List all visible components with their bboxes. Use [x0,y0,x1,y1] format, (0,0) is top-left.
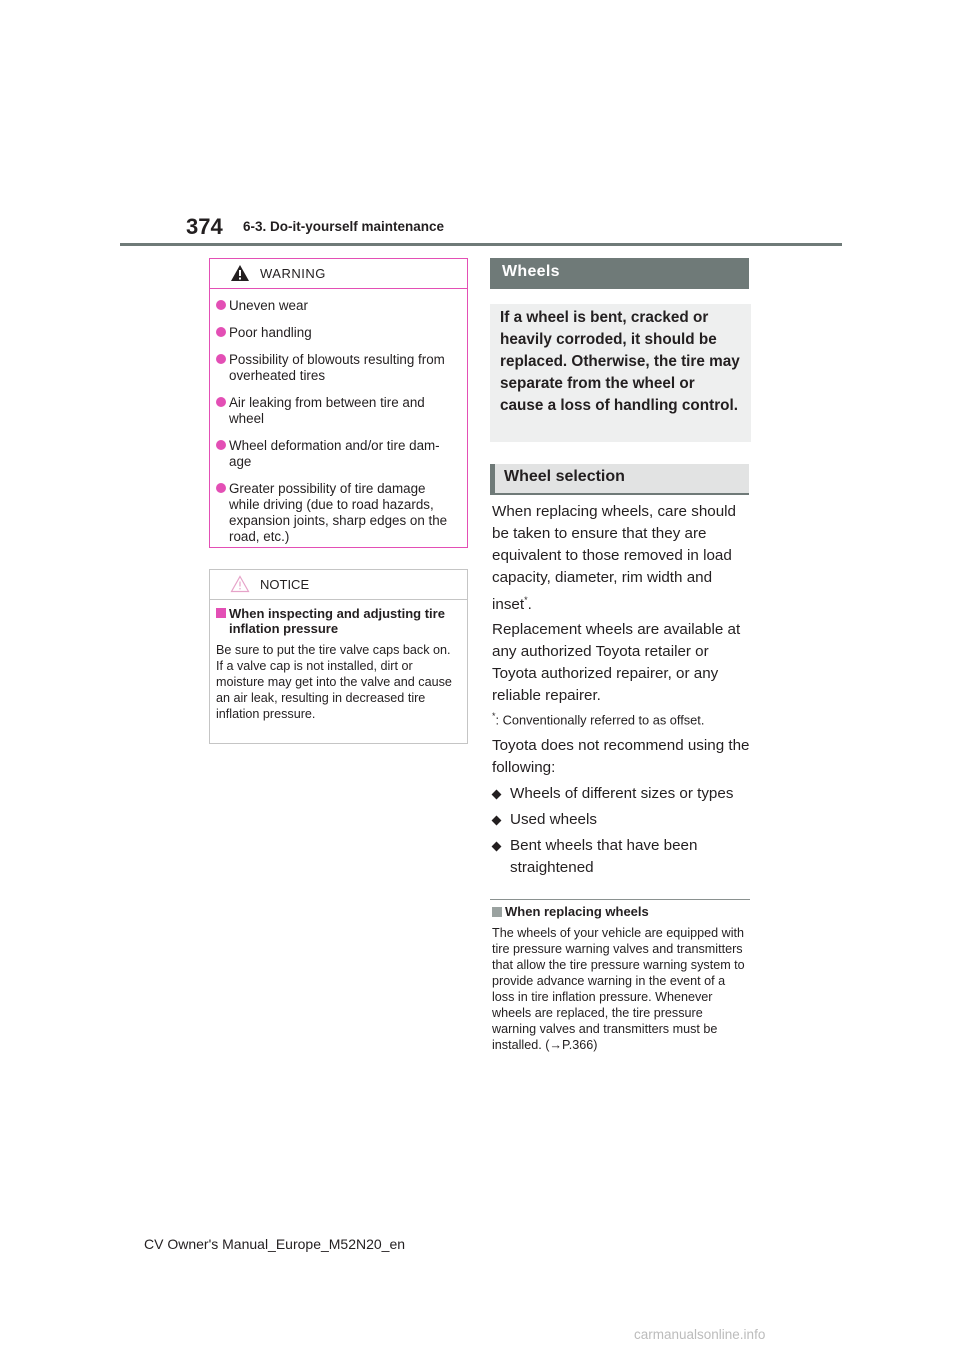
notice-title: NOTICE [260,577,310,592]
notice-header [210,570,467,600]
section-title: 6-3. Do-it-yourself maintenance [243,219,445,234]
watermark: carmanualsonline.info [634,1327,766,1342]
bullet-dot-icon [216,440,226,450]
replacing-text: The wheels of your vehicle are equipped with tire pressure warning valves and transmitters that allow the tire pressure warning system to provide advance warning in the event of a loss in tire inflation pressure. Whenever wheels are replaced, the tire pressure warning valves and transmitters must be installed. (→P.366) [492,926,745,1052]
wheels-heading: Wheels [490,258,749,289]
warning-item: Greater possibility of tire damage while driving (due to road hazards, expansion joints, sharp edges on the road, etc.) [216,481,459,545]
header-rule [120,243,842,246]
bullet-dot-icon [216,483,226,493]
warning-title: WARNING [260,266,326,281]
footnote: *: Conventionally referred to as offset. [492,711,705,728]
list-item: Bent wheels that have been straightened [492,835,754,879]
notice-text: Be sure to put the tire valve caps back on. If a valve cap is not installed, dirt or moisture may get into the valve and cause an air leak, resulting in decreased tire inflation pressure. [216,643,452,721]
warning-list [210,289,467,545]
selection-paragraph: When replacing wheels, care should be taken to ensure that they are equivalent to those removed in load capacity, diameter, rim width and inset*. [492,503,736,614]
notice-box [209,569,468,744]
recommendation-paragraph: Toyota does not recommend using the following: [492,737,750,776]
notice-triangle-icon [230,575,250,593]
warning-item: Wheel deformation and/or tire dam-age [216,438,459,470]
warning-box [209,258,468,548]
page-number: 374 [186,214,223,239]
avoid-list [492,783,754,883]
warning-item: Poor handling [216,325,459,341]
square-bullet-icon [492,907,502,917]
warning-header [210,259,467,289]
diamond-bullet-icon [492,790,502,800]
manual-footer: CV Owner's Manual_Europe_M52N20_en [144,1236,406,1252]
bullet-dot-icon [216,354,226,364]
availability-paragraph: Replacement wheels are available at any authorized Toyota retailer or Toyota authorized repairer, or any reliable repairer. [492,621,741,704]
warning-triangle-icon [230,264,250,282]
diamond-bullet-icon [492,816,502,826]
bullet-dot-icon [216,327,226,337]
wheel-selection-heading: Wheel selection [490,464,749,495]
bullet-dot-icon [216,397,226,407]
divider [490,899,750,900]
warning-item: Air leaking from between tire and wheel [216,395,459,427]
replacing-heading: When replacing wheels [492,904,649,919]
wheels-lead: If a wheel is bent, cracked or heavily corroded, it should be replaced. Otherwise, the tire may separate from the wheel or cause a loss of handling control. [490,304,751,442]
square-bullet-icon [216,608,226,618]
bullet-dot-icon [216,300,226,310]
warning-item: Possibility of blowouts resulting from overheated tires [216,352,459,384]
notice-subheading: When inspecting and adjusting tire inflation pressure [216,606,459,636]
list-item: Used wheels [492,809,754,831]
warning-item: Uneven wear [216,298,459,314]
list-item: Wheels of different sizes or types [492,783,754,805]
diamond-bullet-icon [492,842,502,852]
